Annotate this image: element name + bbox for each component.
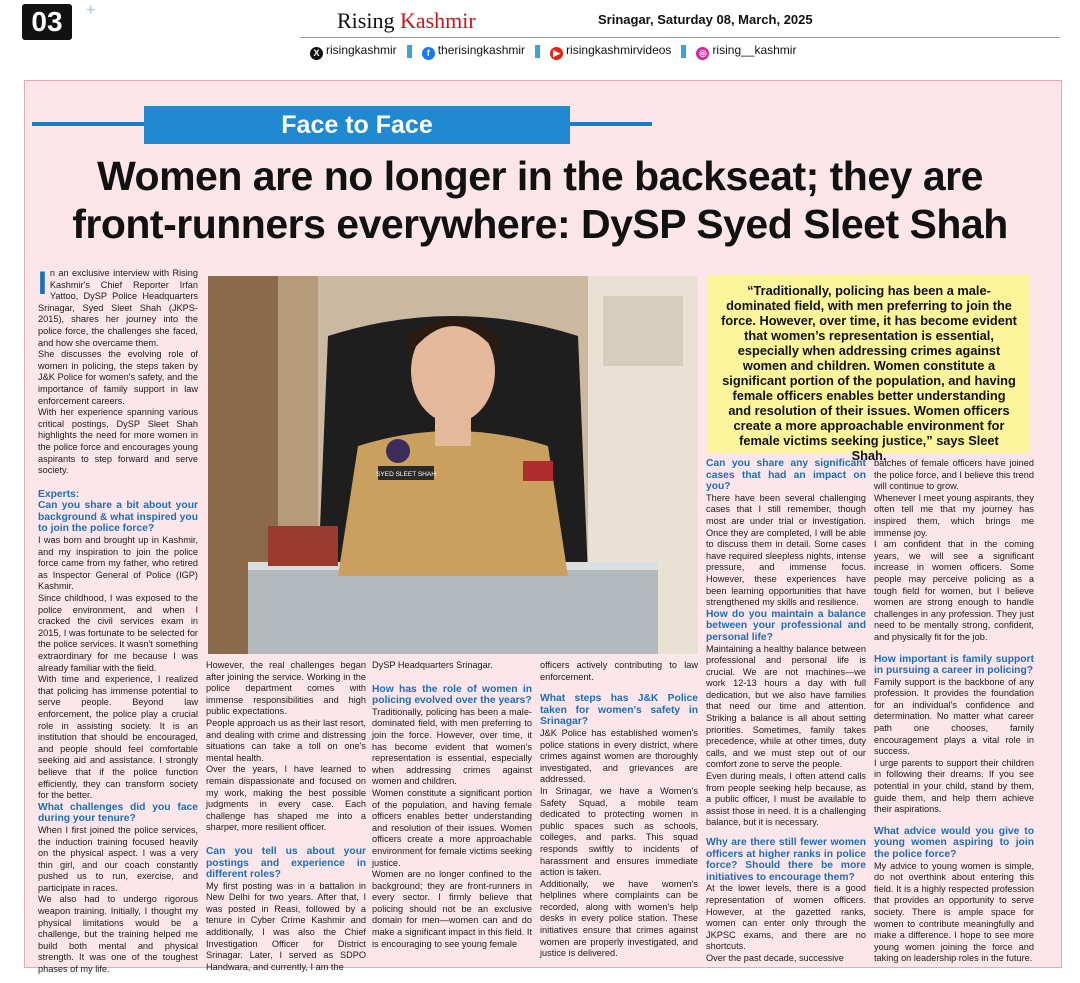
answer: Additionally, we have women's helplines where complaints can be recorded, along with women's help desks in every police station. These initiatives ensure that crimes against women are properly investigated, and justice is delivered.: [540, 878, 698, 959]
officer-photo: [208, 276, 698, 654]
social-link-instagram[interactable]: [696, 43, 796, 60]
answer: Family support is the backbone of any profession. It provides the foundation for an individual's confidence and determination. No matter what career path one chooses, family encouragement plays a vital role in success.: [874, 676, 1034, 757]
question: Can you tell us about your postings and experience in different roles?: [206, 845, 366, 881]
masthead-logo[interactable]: [337, 8, 476, 34]
x-icon: X: [310, 47, 323, 60]
answer: Since childhood, I was exposed to the police environment, and when I cracked the civil services exam in 2015, I was fortunate to be selected for the police services. It wasn't something extraordinary for me because I was already familiar with the field.: [38, 593, 198, 673]
answer: Whenever I meet young aspirants, they often tell me that my journey has inspired them, which brings me immense joy.: [874, 492, 1034, 538]
column-2: [206, 660, 366, 973]
answer: People approach us as their last resort, and dealing with crime and distressing situations can take a toll on one's mental health.: [206, 717, 366, 763]
masthead-rising: Rising: [337, 8, 395, 33]
answer: There have been several challenging cases that I still remember, though most are under trial or investigation. Once they are completed, I will be able to discuss them in detail. Some cases have required sleepless nights, intense pressure, and immense focus. However, these experiences have been learning opportunities that have strengthened my skills and resilience.: [706, 492, 866, 608]
plus-icon: +: [86, 2, 96, 19]
section-label: Face to Face: [144, 106, 570, 144]
social-handle-facebook: therisingkashmir: [437, 43, 526, 57]
question: What challenges did you face during your tenure?: [38, 801, 198, 825]
question: Can you share a bit about your background & what inspired you to join the police force?: [38, 500, 198, 535]
dateline: Srinagar, Saturday 08, March, 2025: [598, 12, 813, 27]
column-3: [372, 660, 532, 950]
header-divider: [300, 37, 1060, 38]
answer: officers actively contributing to law enforcement.: [540, 660, 698, 682]
answer: DySP Headquarters Srinagar.: [372, 660, 493, 670]
answer: Traditionally, policing has been a male-dominated field, with men preferring to join the force. However, over time, it has become evident that women's representation is essential, especially when addressing crimes against women and children.: [372, 706, 532, 787]
answer: I urge parents to support their children in following their dreams. If you see potential in your child, stand by them, guide them, and help them achieve their aspirations.: [874, 757, 1034, 815]
paragraph: With her experience spanning various critical postings, DySP Sleet Shah highlights the need for more women in the police force and encourages young aspirants to step forward and serve society.: [38, 407, 198, 476]
divider: [535, 45, 540, 58]
instagram-icon: ◎: [696, 47, 709, 60]
social-links: [310, 43, 796, 60]
answer: When I first joined the police services, the induction training focused heavily on the physical aspect. I was a very thin girl, and our coach constantly pushed us to run, exercise, and participate in races.: [38, 824, 198, 893]
answer: I am confident that in the coming years, we will see a significant increase in women officers. Some people may perceive policing as a tough field for women, but I believe women are strong enough to handle challenges in any profession. They just need to be mentally strong, confident, and physically fit for the job.: [874, 539, 1034, 642]
question: What steps has J&K Police taken for women's safety in Srinagar?: [540, 693, 698, 728]
answer: However, the real challenges began after joining the service. Working in the police department comes with immense responsibilities and high public expectations.: [206, 660, 366, 717]
intro-paragraph: n an exclusive interview with Rising Kashmir's Chief Reporter Irfan Yattoo, DySP Police Headquarters Srinagar, Syed Sleet Shah (JKPS-2015), shares her journey into the police force, the challenges she faced, and how she overcame them.: [38, 268, 198, 348]
answer: Women constitute a significant portion of the population, and having female officers enables better understanding and resolution of their issues. Women officers create a more approachable environment for female victims seeking justice.: [372, 787, 532, 868]
social-link-facebook[interactable]: [422, 43, 525, 60]
question: How do you maintain a balance between your professional and personal life?: [706, 608, 866, 643]
answer: batches of female officers have joined the police force, and I believe this trend will continue to grow.: [874, 458, 1034, 492]
pull-quote: “Traditionally, policing has been a male-dominated field, with men preferring to join the force. However, over time, it has become evident that women’s representation is essential, especially when addressing crimes against women and children. Women constitute a significant portion of the population, and having female officers enables better understanding and resolution of their issues. Women officers create a more approachable environment for female victims seeking justice,” says Sleet Shah.: [708, 275, 1030, 453]
divider: [681, 45, 686, 58]
name-tag: SYED SLEET SHAH: [376, 471, 436, 478]
youtube-icon: ▶: [550, 47, 563, 60]
question: How has the role of women in policing evolved over the years?: [372, 683, 532, 707]
masthead-kashmir: Kashmir: [399, 8, 476, 33]
experts-label: Experts:: [38, 488, 80, 500]
social-handle-x: risingkashmir: [326, 43, 397, 57]
answer: My advice to young women is simple, do not overthink about entering this field. It is a highly respected profession that provides an opportunity to serve society. There is ample space for women to contribute meaningfully and make a difference. I hope to see more young women joining the force and taking on leadership roles in the future.: [874, 860, 1034, 964]
facebook-icon: f: [422, 47, 435, 60]
divider: [407, 45, 412, 58]
column-1: [38, 265, 198, 976]
social-link-youtube[interactable]: [550, 43, 671, 60]
paragraph: She discusses the evolving role of women in policing, the steps taken by J&K Police for women's safety, and the importance of family support in law enforcement careers.: [38, 349, 198, 406]
answer: I was born and brought up in Kashmir, and my inspiration to join the police force came from my father, who retired as Inspector General of Police (IGP) Kashmir.: [38, 535, 198, 592]
answer: Over the years, I have learned to remain dispassionate and focused on my work, making the best possible judgments in every case. Each challenge has shaped me into a sharper, more resilient officer.: [206, 764, 366, 833]
question: Why are there still fewer women officers at higher ranks in police force? Should there be more initiatives to encourage them?: [706, 837, 866, 883]
answer: My first posting was in a battalion in New Delhi for two years. After that, I was posted in Reasi, followed by a tenure in Cyber Crime Kashmir and additionally, I was also the Chief Investigation Officer for District Srinagar. Later, I served as SDPO Handwara, and currently, I am the: [206, 880, 366, 972]
question: How important is family support in pursuing a career in policing?: [874, 653, 1034, 677]
social-link-x[interactable]: [310, 43, 397, 60]
column-5: [706, 458, 866, 965]
social-handle-youtube: risingkashmirvideos: [566, 43, 672, 57]
column-6: [874, 458, 1034, 965]
answer: In Srinagar, we have a Women's Safety Squad, a mobile team dedicated to protecting women in public spaces such as schools, colleges, and parks. This squad responds swiftly to incidents of harassment and ensures immediate action is taken.: [540, 785, 698, 878]
answer: At the lower levels, there is a good representation of women officers. However, at the gazetted ranks, women can enter only through the JKPSC exams, and there are no shortcuts.: [706, 883, 866, 952]
question: Can you share any significant cases that had an impact on you?: [706, 458, 866, 493]
drop-cap: I: [38, 265, 47, 301]
question: What advice would you give to young women aspiring to join the police force?: [874, 825, 1034, 860]
headline: Women are no longer in the backseat; they are front-runners everywhere: DySP Syed Sleet Shah: [72, 153, 1008, 247]
officer-illustration: [208, 276, 698, 654]
answer: Women are no longer confined to the background; they are front-runners in every sector. I firmly believe that policing should not be an exclusive domain for men—women can and do make a significant impact in this field. It is encouraging to see young female: [372, 869, 532, 949]
social-handle-instagram: rising__kashmir: [712, 43, 797, 57]
answer: Over the past decade, successive: [706, 952, 844, 963]
answer: J&K Police has established women's police stations in every district, where crimes against women are thoroughly investigated, and grievances are addressed.: [540, 727, 698, 785]
answer: We also had to undergo rigorous weapon training. Initially, I thought my physical limitations would be a challenge, but the training helped me build both mental and physical strength. It was one of the toughest phases of my life.: [38, 894, 198, 975]
column-4: [540, 660, 698, 960]
page-number: 03: [22, 4, 72, 40]
answer: With time and experience, I realized that policing has immense potential to serve people. Beyond law enforcement, the police play a crucial role in assisting society. It is an institution that should be encouraged, and people should feel comfortable seeking aid and assistance. I strongly believe that if the police function efficiently, they can transform society for the better.: [38, 674, 198, 801]
answer: Maintaining a healthy balance between professional and personal life is crucial. We are not machines—we work 12-13 hours a day with full dedication, but we also have families that need our time and attention. Striking a balance is all about setting priorities. Sometimes, family takes precedence, while at other times, duty calls, and we must step out of our comfort zone to serve the people.: [706, 643, 866, 770]
answer: Even during meals, I often attend calls from people seeking help because, as a public officer, I must be available to assist those in need. It is a challenging balance, but it is necessary.: [706, 771, 866, 828]
